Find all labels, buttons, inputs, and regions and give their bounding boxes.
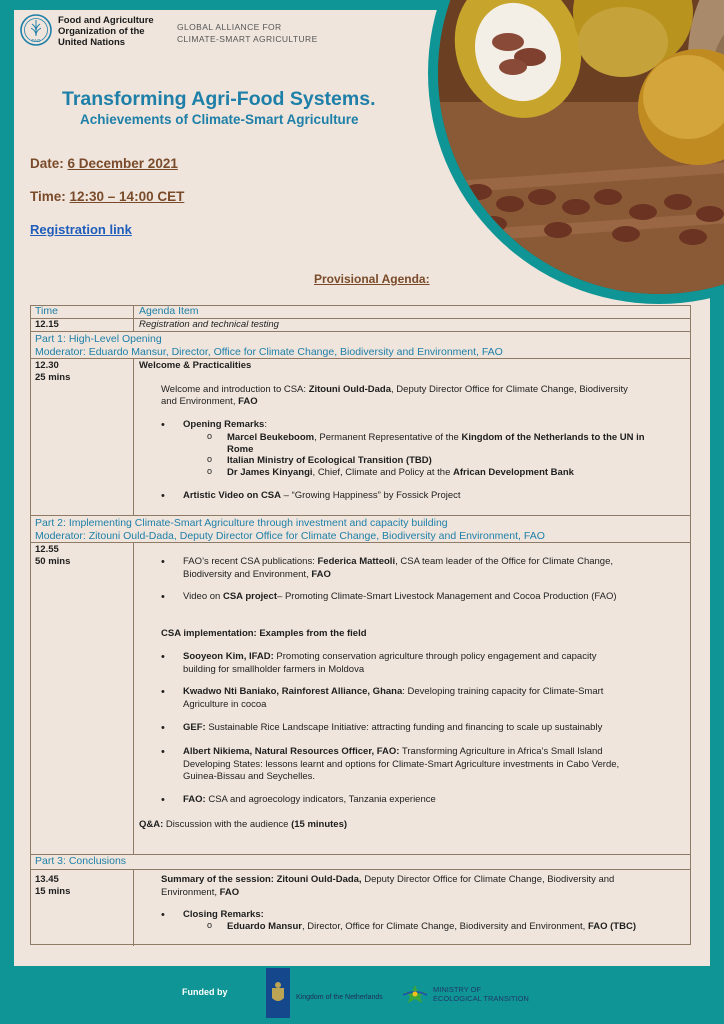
event-time: Time: 12:30 – 14:00 CET [30,189,185,204]
part2-duration: 50 mins [35,556,71,567]
part1-speaker-1: o Marcel Beukeboom, Permanent Representative of the Kingdom of the Netherlands to the UN in Rome [227,432,645,455]
svg-text:FAO: FAO [31,38,41,43]
alliance-name: GLOBAL ALLIANCE FOR CLIMATE-SMART AGRICULTURE [177,22,318,44]
event-date: Date: 6 December 2021 [30,156,178,171]
agenda-heading: Provisional Agenda: [314,272,430,286]
part2-video: • Video on CSA project– Promoting Climate-Smart Livestock Management and Cocoa Production (FAO) [183,591,617,604]
ministry-name: MINISTRY OF ECOLOGICAL TRANSITION [433,985,529,1003]
part3-summary: Summary of the session: Zitouni Ould-Dada, Deputy Director Office for Climate Change, Biodiversity and Environment, FAO [161,874,615,898]
ministry-logo-icon [401,983,429,1005]
part3-title: Part 3: Conclusions [35,855,127,867]
part2-publications: • FAO’s recent CSA publications: Federica Matteoli, CSA team leader of the Office for Climate Change, Biodiversity and Environment, FAO [183,556,613,581]
part2-example-5: • FAO: CSA and agroecology indicators, Tanzania experience [183,794,436,807]
part1-opening-remarks: • Opening Remarks: [183,419,267,432]
part1-welcome-line2: and Environment, FAO [161,396,258,407]
part1-title: Part 1: High-Level Opening [35,333,162,345]
part2-qa: Q&A: Discussion with the audience (15 minutes) [139,819,348,830]
registration-link[interactable]: Registration link [30,222,132,237]
agenda-table [30,305,691,945]
part1-speaker-2: o Italian Ministry of Ecological Transition (TBD) [227,455,432,467]
page-subtitle: Achievements of Climate-Smart Agriculture [80,112,359,127]
col-header-time: Time [35,305,58,317]
part2-time: 12.55 [35,544,59,555]
netherlands-logo [266,968,290,1018]
fao-org-name: Food and Agriculture Organization of the United Nations [58,15,154,48]
part1-video: • Artistic Video on CSA – “Growing Happiness” by Fossick Project [183,490,461,503]
part3-closing-speaker: o Eduardo Mansur, Director, Office for Climate Change, Biodiversity and Environment, FAO (TBC) [227,921,636,933]
part1-moderator: Moderator: Eduardo Mansur, Director, Office for Climate Change, Biodiversity and Environment, FAO [35,346,503,358]
part1-duration: 25 mins [35,372,71,383]
row-time: 12.15 [35,319,59,330]
part3-time: 13.45 [35,874,59,885]
part3-duration: 15 mins [35,886,71,897]
col-header-item: Agenda Item [139,305,199,317]
part2-moderator: Moderator: Zitouni Ould-Dada, Deputy Director Office for Climate Change, Biodiversity and Environment, FAO [35,530,545,542]
netherlands-name: Kingdom of the Netherlands [296,994,383,1001]
row-item: Registration and technical testing [139,319,279,330]
crest-icon [266,968,290,1018]
part2-title: Part 2: Implementing Climate-Smart Agriculture through investment and capacity building [35,517,448,529]
funded-by-label: Funded by [182,987,228,997]
part1-speaker-3: o Dr James Kinyangi, Chief, Climate and Policy at the African Development Bank [227,467,574,479]
part2-example-1: • Sooyeon Kim, IFAD: Promoting conservation agriculture through policy engagement and capacity building for smallholder farmers in Moldova [183,651,596,676]
part1-welcome: Welcome and introduction to CSA: Zitouni Ould-Dada, Deputy Director Office for Climate Change, Biodiversity [161,384,628,395]
part2-example-3: • GEF: Sustainable Rice Landscape Initiative: attracting funding and financing to scale up sustainably [183,722,602,735]
part1-section: Welcome & Practicalities [139,360,252,371]
page-title: Transforming Agri-Food Systems. [62,88,376,110]
part1-time: 12.30 [35,360,59,371]
cocoa-photo [438,0,724,294]
part2-example-2: • Kwadwo Nti Baniako, Rainforest Alliance, Ghana: Developing training capacity for Climate-Smart Agriculture in cocoa [183,686,603,711]
part2-csa-implementation: CSA implementation: Examples from the field [161,628,367,639]
part3-closing-remarks: • Closing Remarks: [183,909,264,922]
part2-example-4: • Albert Nikiema, Natural Resources Officer, FAO: Transforming Agriculture in Africa’s Small Island Developing States: lessons learnt and options for Climate-Smart Agriculture investments in Cabo Verde, Guinea-Bissau and Seychelles. [183,746,619,784]
fao-logo-icon [20,14,52,46]
